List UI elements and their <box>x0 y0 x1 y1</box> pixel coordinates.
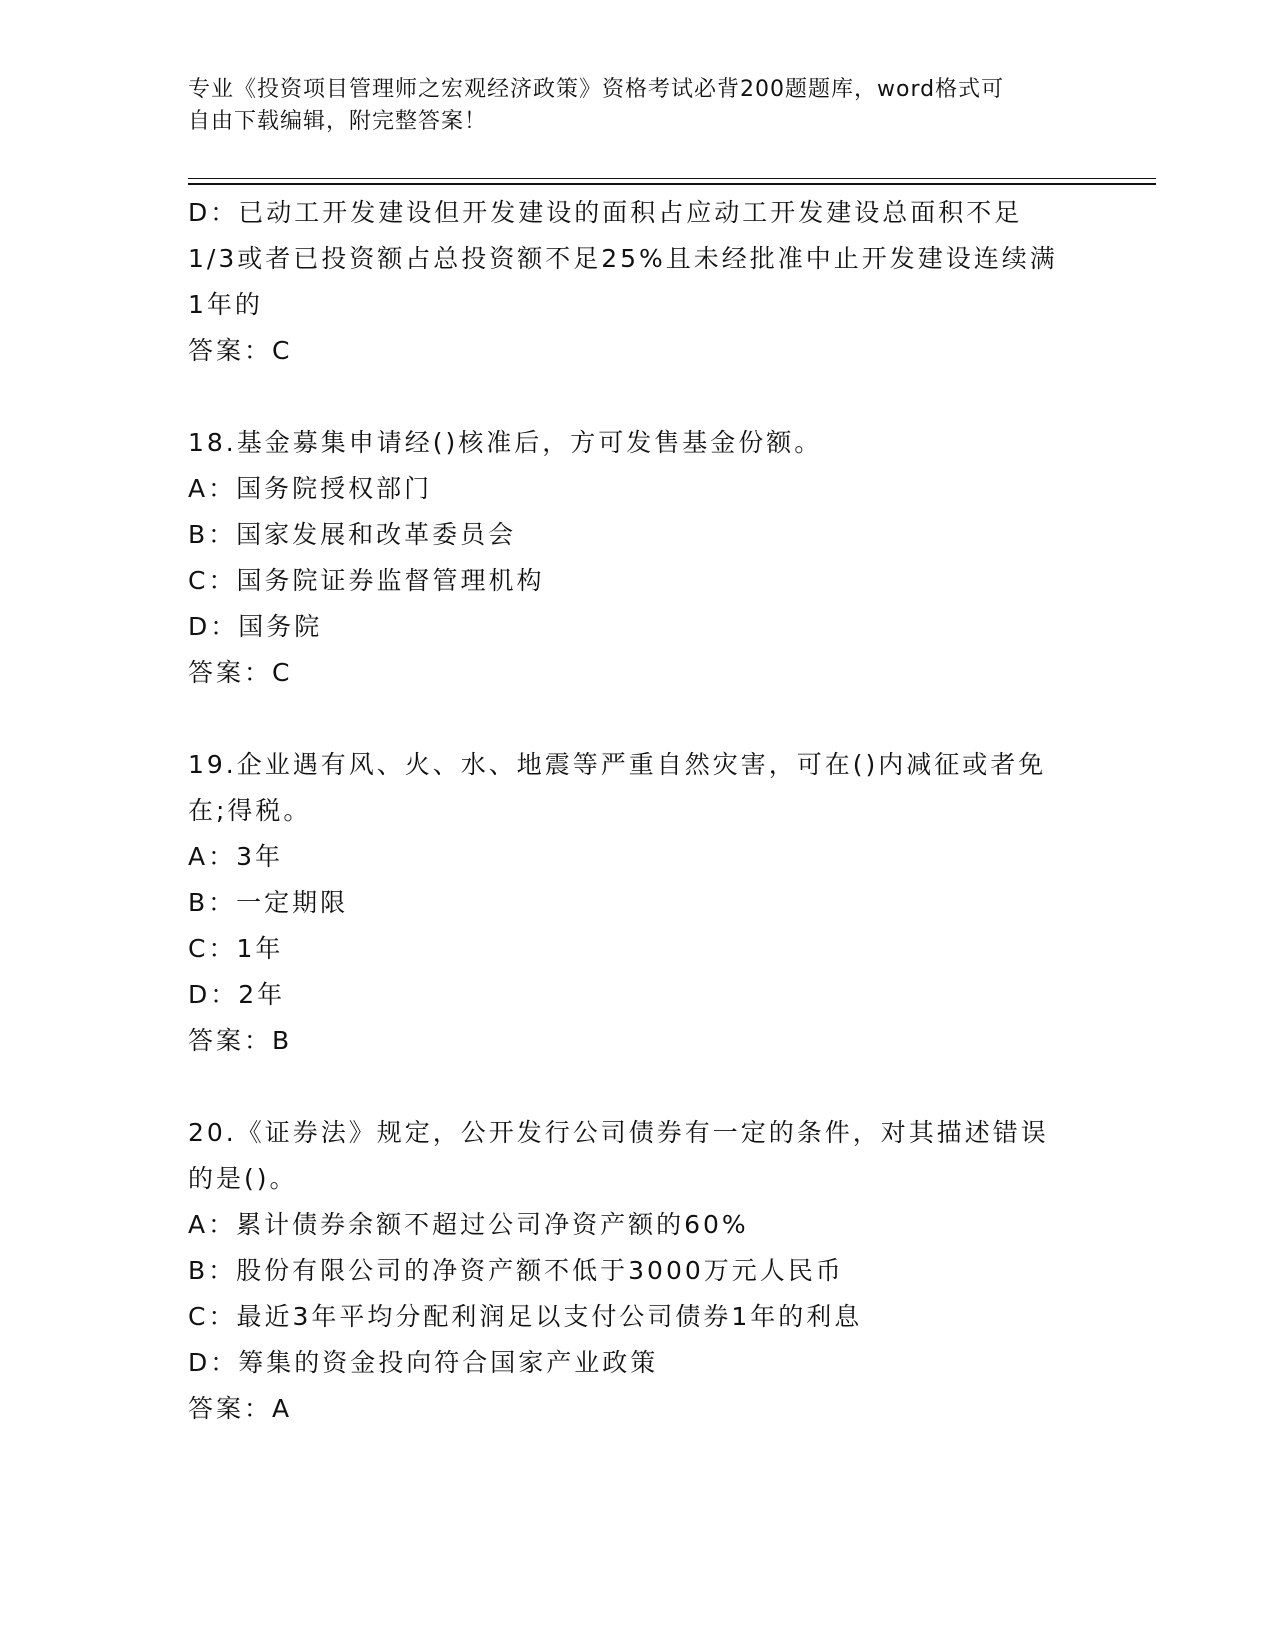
page-header <box>188 74 1088 138</box>
question-text: 20.《证券法》规定，公开发行公司债券有一定的条件，对其描述错误 <box>188 1118 1049 1147</box>
option-b: B：一定期限 <box>188 888 349 917</box>
option-d: D：已动工开发建设但开发建设的面积占应动工开发建设总面积不足 <box>188 198 1023 227</box>
header-line-2: 自由下载编辑，附完整答案！ <box>188 109 488 134</box>
question-18 <box>188 420 1088 696</box>
option-c: C：1年 <box>188 934 284 963</box>
previous-question-tail <box>188 190 1088 374</box>
option-d-continued: 1/3或者已投资额占总投资额不足25%且未经批准中止开发建设连续满 <box>188 244 1058 273</box>
question-text: 18.基金募集申请经()核准后，方可发售基金份额。 <box>188 428 823 457</box>
question-text: 19.企业遇有风、火、水、地震等严重自然灾害，可在()内减征或者免 <box>188 750 1047 779</box>
spacer <box>188 1064 1088 1110</box>
question-20 <box>188 1110 1088 1432</box>
question-content <box>188 190 1088 1432</box>
option-a: A：3年 <box>188 842 284 871</box>
option-a: A：国务院授权部门 <box>188 474 433 503</box>
question-text-continued: 的是()。 <box>188 1164 298 1193</box>
question-19 <box>188 742 1088 1064</box>
option-b: B：股份有限公司的净资产额不低于3000万元人民币 <box>188 1256 844 1285</box>
header-divider-bottom <box>188 183 1156 185</box>
option-d: D：筹集的资金投向符合国家产业政策 <box>188 1348 659 1377</box>
answer-label: 答案：A <box>188 1394 293 1423</box>
option-b: B：国家发展和改革委员会 <box>188 520 517 549</box>
spacer <box>188 374 1088 420</box>
option-c: C：最近3年平均分配利润足以支付公司债券1年的利息 <box>188 1302 863 1331</box>
option-c: C：国务院证券监督管理机构 <box>188 566 545 595</box>
answer-label: 答案：C <box>188 658 293 687</box>
option-d: D：国务院 <box>188 612 323 641</box>
question-text-continued: 在;得税。 <box>188 796 312 825</box>
header-line-1: 专业《投资项目管理师之宏观经济政策》资格考试必背200题题库，word格式可 <box>188 77 1005 102</box>
option-d: D：2年 <box>188 980 286 1009</box>
spacer <box>188 696 1088 742</box>
header-divider-top <box>188 178 1156 179</box>
answer-label: 答案：B <box>188 1026 293 1055</box>
option-a: A：累计债券余额不超过公司净资产额的60% <box>188 1210 749 1239</box>
option-d-continued: 1年的 <box>188 290 263 319</box>
answer-label: 答案：C <box>188 336 293 365</box>
